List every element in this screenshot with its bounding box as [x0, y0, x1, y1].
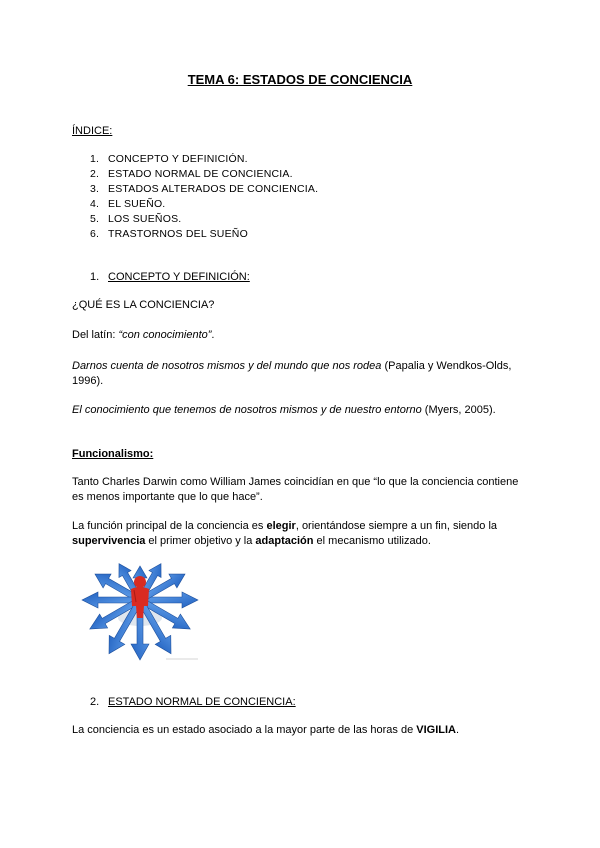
toc-item: 1. CONCEPTO Y DEFINICIÓN. — [90, 153, 248, 165]
index-heading: ÍNDICE: — [72, 125, 113, 137]
toc-item: 6. TRASTORNOS DEL SUEÑO — [90, 228, 248, 240]
vigilia-paragraph: La conciencia es un estado asociado a la mayor parte de las horas de VIGILIA. — [72, 724, 460, 736]
table-of-contents — [90, 152, 318, 242]
toc-item: 2. ESTADO NORMAL DE CONCIENCIA. — [90, 168, 293, 180]
choice-arrows-illustration — [70, 556, 210, 664]
section-2-heading: 2. ESTADO NORMAL DE CONCIENCIA: — [90, 696, 296, 708]
funcionalismo-paragraph-1: Tanto Charles Darwin como William James coincidían en que “lo que la conciencia contiene es menos importante que lo que hace”. — [72, 476, 519, 503]
toc-item: 4. EL SUEÑO. — [90, 198, 166, 210]
toc-item: 3. ESTADOS ALTERADOS DE CONCIENCIA. — [90, 183, 319, 195]
definition-1: Darnos cuenta de nosotros mismos y del mundo que nos rodea (Papalia y Wendkos-Olds, 1996). — [72, 360, 512, 387]
question-text: ¿QUÉ ES LA CONCIENCIA? — [72, 299, 215, 311]
definition-2: El conocimiento que tenemos de nosotros mismos y de nuestro entorno (Myers, 2005). — [72, 404, 496, 416]
toc-item: 5. LOS SUEÑOS. — [90, 213, 182, 225]
page-title: TEMA 6: ESTADOS DE CONCIENCIA — [187, 72, 413, 87]
latin-origin: Del latín: “con conocimiento”. — [72, 329, 215, 341]
section-1-heading: 1. CONCEPTO Y DEFINICIÓN: — [90, 271, 250, 283]
funcionalismo-paragraph-2: La función principal de la conciencia es elegir, orientándose siempre a un fin, siendo la supervivencia el primer objetivo y la adaptación el mecanismo utilizado. — [72, 520, 498, 547]
funcionalismo-heading: Funcionalismo: — [72, 448, 154, 460]
